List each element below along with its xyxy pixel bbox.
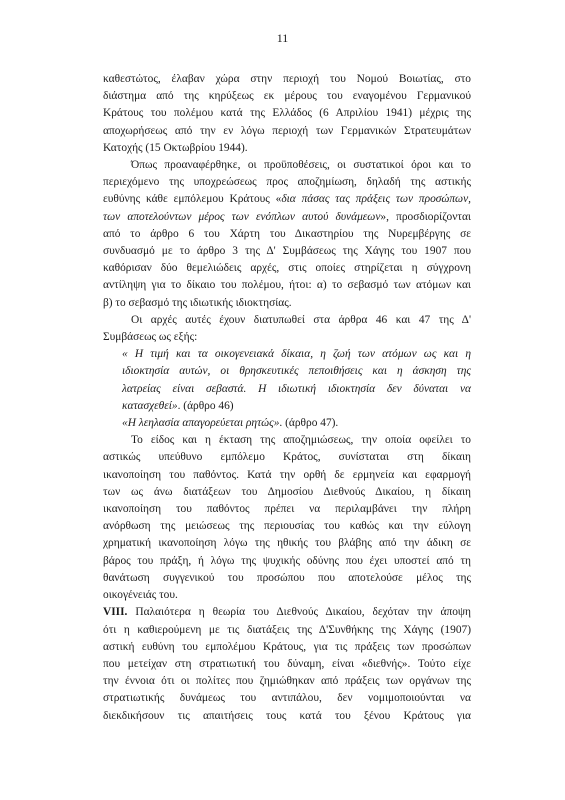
- text-line: ανόρθωση της μειώσεως της περιουσίας του καθώς και την εύλογη: [103, 520, 471, 533]
- article-reference: . (άρθρο 47).: [279, 417, 339, 430]
- italic-quote: «Η λεηλασία απαγορεύεται ρητώς»: [122, 417, 280, 430]
- section-marker: VIII.: [103, 606, 128, 619]
- text-line: από το άρθρο 6 του Χάρτη του Δικαστηρίου της Νυρεμβέργης σε: [103, 227, 471, 240]
- paragraph-continuation: [103, 71, 471, 157]
- text-line: αστική ευθύνη του εμπολέμου Κράτους, για τις πράξεις των προσώπων: [103, 640, 471, 653]
- text-line: στρατιωτικής δυνάμεως του αντιπάλου, δεν νομιμοποιούνται να: [103, 692, 471, 705]
- text-line: περιεχόμενο της υποχρεώσεως προς αποζημίωση, δηλαδή της αστικής: [103, 176, 471, 189]
- text-line: [103, 656, 471, 673]
- text-line: χρηματική ικανοποίηση λόγω της ηθικής του βλάβης από την άδικη σε: [103, 537, 471, 550]
- quote-article-47: [122, 415, 471, 432]
- text-fragment: », προσδιορίζονται: [380, 210, 471, 223]
- text-line: αστικώς υπεύθυνο εμπόλεμο Κράτος, συνίσταται στη δίκαιη: [103, 451, 471, 464]
- text-line: Οι αρχές αυτές έχουν διατυπωθεί στα άρθρα 46 και 47 της Δ': [131, 313, 471, 326]
- text-line: αντίληψη για το δίκαιο του πολέμου, ήτοι: α) το σεβασμό των ατόμων και: [103, 279, 471, 292]
- italic-quote: δια πάσας τας πράξεις των προσώπων,: [281, 193, 471, 206]
- text-line: Κράτους του πολέμου κατά της Ελλάδος (6 Απριλίου 1941) μέχρις της: [103, 107, 471, 120]
- italic-quote: των αποτελούντων μέρος των ενόπλων αυτού δυνάμεων: [103, 210, 381, 223]
- text-line: Συμβάσεως ως εξής:: [103, 331, 198, 344]
- text-line: καθεστώτος, έλαβαν χώρα στην περιοχή του Νομού Βοιωτίας, στο: [103, 73, 471, 85]
- section-viii: [103, 604, 471, 724]
- text-line: [122, 415, 471, 432]
- text-line: αποχωρήσεως από την εν λόγω περιοχή των Γερμανικών Στρατευμάτων: [103, 124, 471, 137]
- text-line: ικανοποίηση του παθόντος πρέπει να περιλαμβάνει την πλήρη: [103, 503, 471, 516]
- text-line: διεκδικήσουν τις απαιτήσεις τους κατά του ξένου Κράτους για: [103, 709, 471, 722]
- text-line: συνδυασμό με το άρθρο 3 της Δ' Συμβάσεως της Χάγης του 1907 που: [103, 245, 471, 258]
- text-line: βάρος του πράξη, ή λόγω της ψυχικής οδύνης που έχει υποστεί από τη: [103, 554, 471, 567]
- text-line: [103, 191, 471, 208]
- text-line: Το είδος και η έκταση της αποζημιώσεως, την οποία οφείλει το: [131, 434, 471, 447]
- text-line: ιδιοκτησία αυτών, οι θρησκευτικές πεποιθήσεις και η άσκηση της: [122, 365, 471, 378]
- text-line: « Η τιμή και τα οικογενειακά δίκαια, η ζωή των ατόμων ως και η: [122, 348, 471, 361]
- italic-quote: κατασχεθεί»: [122, 399, 178, 412]
- text-line: καθόρισαν δύο θεμελιώδεις αρχές, στις οποίες στηρίζεται η σύγχρονη: [103, 262, 471, 275]
- text-line: [122, 398, 471, 415]
- text-line: [103, 604, 471, 621]
- text-line: [103, 209, 471, 226]
- text-line: β) το σεβασμό της ιδιωτικής ιδιοκτησίας.: [103, 296, 292, 309]
- text-fragment: Τούτο είχε: [410, 657, 471, 670]
- paragraph-articles-intro: [103, 312, 471, 346]
- text-line: ότι η καθιερούμενη με τις διατάξεις της Δ'Συνθήκης της Χάγης (1907): [103, 623, 471, 636]
- paragraph-compensation: [103, 432, 471, 604]
- text-fragment: ευθύνης κάθε εμπόλεμου Κράτους «: [103, 193, 282, 206]
- text-line: θανάτωση συγγενικού του προσώπου που αποτελούσε μέλος της: [103, 571, 471, 584]
- quote-article-46: [122, 346, 471, 415]
- text-line: την έννοια ότι οι πολίτες που ζημιώθηκαν από πράξεις των οργάνων της: [103, 675, 471, 688]
- text-line: ικανοποίηση του παθόντος. Κατά την ορθή δε ερμηνεία και εφαρμογή: [103, 468, 471, 481]
- text-line: των ως άνω διατάξεων του Δημοσίου Διεθνούς Δικαίου, η δίκαιη: [103, 485, 471, 498]
- text-line: διάστημα από της κηρύξεως εκ μέρους του εναγομένου Γερμανικού: [103, 90, 471, 103]
- text-fragment: που μετείχαν στη στρατιωτική του δύναμη, είναι «διεθνής».: [103, 657, 411, 670]
- document-body: [103, 71, 471, 725]
- text-line: οικογένειάς του.: [103, 589, 178, 602]
- text-line: Κατοχής (15 Οκτωβρίου 1944).: [103, 141, 248, 154]
- text-line: λατρείας είναι σεβαστά. Η ιδιωτική ιδιοκτησία δεν δύναται να: [122, 382, 471, 395]
- text-fragment: Παλαιότερα η θεωρία του Διεθνούς Δικαίου, δεχόταν την άποψη: [127, 606, 471, 619]
- paragraph-liability-principles: [103, 157, 471, 312]
- page-number: 11: [276, 31, 289, 45]
- text-line: Όπως προαναφέρθηκε, οι προϋποθέσεις, οι συστατικοί όροι και το: [131, 159, 471, 172]
- article-reference: . (άρθρο 46): [177, 399, 234, 412]
